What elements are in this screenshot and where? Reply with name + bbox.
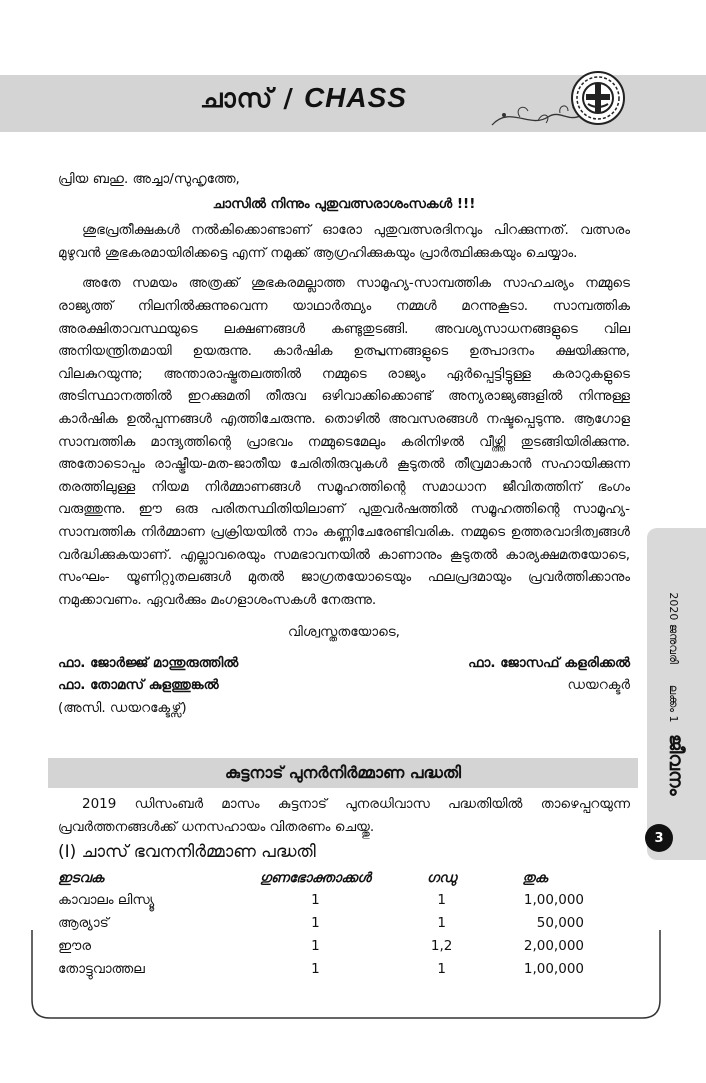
signatory-right-1: ഫാ. ജോസഫ് കളരിക്കൽ (468, 654, 630, 671)
cell-parish: ഈര (58, 937, 91, 954)
greeting-heading: ചാസിൽ നിന്നും പുതുവത്സരാശംസകൾ !!! (212, 195, 476, 212)
cell-installment: 1 (437, 891, 446, 908)
cell-amount: 2,00,000 (523, 937, 584, 954)
cell-parish: തോട്ടുവാത്തല (58, 960, 145, 977)
side-tab-magazine: ജീവനം (665, 734, 687, 796)
cell-amount: 50,000 (536, 914, 584, 931)
col-parish: ഇടവക (58, 870, 104, 886)
signature-row-2 (58, 674, 630, 697)
page-frame-border (26, 930, 666, 1025)
col-beneficiaries: ഗുണഭോക്താക്കൾ (259, 870, 371, 886)
cell-installment: 1 (437, 960, 446, 977)
salutation: പ്രിയ ബഹു. അച്ചാ/സുഹൃത്തേ, (58, 171, 240, 187)
side-tab-label (665, 592, 687, 795)
sub-heading: (I) ചാസ് ഭവനനിർമ്മാണ പദ്ധതി (58, 842, 316, 862)
section-heading: കുട്ടനാട് പുനർനിർമ്മാണ പദ്ധതി (48, 758, 638, 788)
page-header-title (200, 82, 407, 115)
header-top-white (0, 0, 706, 75)
side-tab-issue: ലക്കം 1 (667, 684, 680, 723)
cell-beneficiaries: 1 (311, 960, 320, 977)
signatory-left-2: ഫാ. തോമസ് കുളത്തുങ്കൽ (58, 677, 219, 694)
cell-amount: 1,00,000 (523, 960, 584, 977)
cell-beneficiaries: 1 (311, 937, 320, 954)
table-header-row (58, 868, 598, 888)
col-installment: ഗഡു (426, 870, 457, 886)
table-row (58, 888, 598, 911)
paragraph-1: ശുഭപ്രതീക്ഷകൾ നൽകിക്കൊണ്ടാണ് ഓരോ പുതുവത്സരദിനവും പിറക്കുന്നത്. വത്സരം മുഴുവൻ ശുഭകരമായിരിക്കട്ടെ എന്ന് നമുക്ക് ആഗ്രഹിക്കുകയും പ്രാർത്ഥിക്കുകയും ചെയ്യാം. (58, 222, 630, 261)
signatory-left-1: ഫാ. ജോർജ്ജ് മാന്തുരുത്തിൽ (58, 654, 239, 671)
cell-beneficiaries: 1 (311, 914, 320, 931)
letter-body (58, 168, 630, 720)
side-tab-date: 2020 ജനുവരി (667, 592, 680, 664)
assistant-directors-label: (അസി. ഡയറക്ടേഴ്സ്) (58, 700, 187, 717)
paragraph-2: അതേ സമയം അത്രക്ക് ശുഭകരമല്ലാത്ത സാമൂഹ്യ-സാമ്പത്തിക സാഹചര്യം നമ്മുടെ രാജ്യത്ത് നിലനിൽക്കുന്നുവെന്ന യാഥാർത്ഥ്യം നമ്മൾ മറന്നുകൂടാ. സാമ്പത്തിക അരക്ഷിതാവസ്ഥയുടെ ലക്ഷണങ്ങൾ കണ്ടുതുടങ്ങി. അവശ്യസാധനങ്ങളുടെ വില അനിയന്ത്രിതമായി ഉയരുന്നു. കാർഷിക ഉത്പ്പന്നങ്ങളുടെ ഉത്പാദനം ക്ഷയിക്കുന്നു, വിലകുറയുന്നു; അന്താരാഷ്ട്രതലത്തിൽ നമ്മുടെ രാജ്യം ഏർപ്പെട്ടിട്ടുള്ള കരാറുകളുടെ അടിസ്ഥാനത്തിൽ ഇറക്കുമതി തീരുവ ഒഴിവാക്കിക്കൊണ്ട് അന്യരാജ്യങ്ങളിൽ നിന്നുള്ള കാർഷിക ഉൽപ്പന്നങ്ങൾ എത്തിചേരുന്നു. തൊഴിൽ അവസരങ്ങൾ നഷ്ടപ്പെടുന്നു. ആഗോള സാമ്പത്തിക മാന്ദ്യത്തിന്റെ പ്രാഭവം നമ്മുടെമേലും കരിനിഴൽ വീഴ്ത്തി തുടങ്ങിയിരിക്കുന്നു. അതോടൊപ്പം രാഷ്ട്രീയ-മത-ജാതീയ ചേരിതിരുവുകൾ കൂടുതൽ തീവ്രമാകാൻ സഹായിക്കുന്ന തരത്തിലുള്ള നിയമ നിർമ്മാണങ്ങൾ സമൂഹത്തിന്റെ സമാധാന ജീവിതത്തിന് ഭംഗം വരുത്തുന്നു. ഈ ഒരു പരിതസ്ഥിതിയിലാണ് പുതുവർഷത്തിൽ സമൂഹത്തിന്റെ സാമൂഹ്യ-സാമ്പത്തിക നിർമ്മാണ പ്രക്രിയയിൽ നാം കണ്ണിചേരേണ്ടിവരിക. നമ്മുടെ ഉത്തരവാദിത്വങ്ങൾ വർദ്ധിക്കുകയാണ്. എല്ലാവരെയും സമഭാവനയിൽ കാണാനും കൂടുതൽ കാര്യക്ഷമതയോടെ, സംഘം- യൂണിറ്റുതലങ്ങൾ മുതൽ ജാഗ്രതയോടെയും ഫലപ്രദമായും പ്രവർത്തിക്കാനും നമുക്കാവണം. ഏവർക്കും മംഗളാശംസകൾ നേരുന്നു. (58, 275, 630, 608)
chass-emblem-icon (570, 70, 626, 126)
cell-beneficiaries: 1 (311, 891, 320, 908)
section-body: 2019 ഡിസംബർ മാസം കുട്ടനാട് പുനരധിവാസ പദ്ധതിയിൽ താഴെപ്പറയുന്ന പ്രവർത്തനങ്ങൾക്ക് ധനസഹായം വിതരണം ചെയ്തു. (58, 796, 630, 835)
signatory-right-2: ഡയറക്ടർ (567, 677, 630, 694)
header-title-english: CHASS (303, 82, 407, 113)
signoff: വിശ്വസ്തതയോടെ, (288, 624, 400, 641)
page-number-badge: 3 (645, 824, 673, 852)
cell-installment: 1 (437, 914, 446, 931)
header-title-malayalam: ചാസ് (200, 84, 274, 114)
col-amount: തുക (522, 870, 548, 886)
cell-installment: 1,2 (430, 937, 453, 954)
signature-row-1 (58, 652, 630, 675)
cell-amount: 1,00,000 (523, 891, 584, 908)
cell-parish: ആര്യാട് (58, 914, 109, 931)
header-title-separator: / (283, 84, 294, 114)
cell-parish: കാവാലം ലിസ്യൂ (58, 891, 155, 908)
